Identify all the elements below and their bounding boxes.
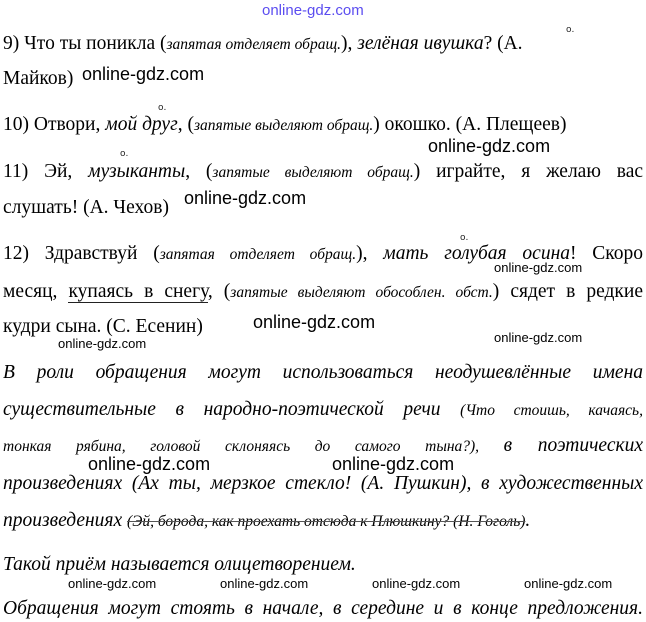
sentence-12-line-3: кудри сына. (С. Есенин): [3, 316, 203, 337]
rule-line-4: произведениях (Ах ты, мерзкое стекло! (А. Пушкин), в художественных: [3, 473, 643, 494]
vocative-address: музыканты: [88, 161, 186, 182]
sentence-text: ) играйте, я желаю вас: [413, 161, 644, 182]
watermark: online-gdz.com: [524, 576, 613, 591]
annotation-note: запятая отделяет обращ.: [159, 246, 357, 263]
sentence-number: 11): [3, 161, 45, 182]
watermark: online-gdz.com: [494, 260, 583, 275]
rule-example: (Эй, борода, как проехать отсюда к Плюшкину? (Н. Гоголь): [127, 513, 526, 530]
sentence-text: Здравствуй (: [44, 243, 160, 264]
vocative-mark: о.: [460, 233, 469, 243]
rule-line-5: [3, 509, 530, 534]
adverbial-participle-phrase: купаясь в снегу: [68, 281, 208, 302]
watermark: online-gdz.com: [220, 576, 309, 591]
annotation-note: запятая отделяет обращ.: [166, 36, 342, 53]
sentence-9-line-2: Майков): [3, 68, 74, 89]
rule-example: (Что стоишь, качаясь,: [460, 402, 643, 419]
watermark: online-gdz.com: [58, 336, 147, 351]
annotation-note: запятые выделяют обращ.: [212, 164, 414, 181]
sentence-10: [3, 113, 566, 138]
sentence-number: 12): [3, 243, 45, 264]
rule-text: .: [525, 510, 531, 531]
sentence-text: ),: [356, 243, 384, 264]
rule-line-2: [3, 398, 643, 423]
watermark: online-gdz.com: [494, 330, 583, 345]
rule-text: в поэтических: [503, 435, 644, 456]
rule-example: тонкая рябина, головой склоняясь до самого тына?),: [3, 438, 504, 455]
watermark: online-gdz.com: [428, 136, 551, 156]
sentence-text: Эй,: [44, 161, 89, 182]
sentence-text: ! Скоро: [570, 243, 644, 264]
watermark: online-gdz.com: [88, 454, 211, 474]
sentence-number: 10): [3, 114, 34, 135]
vocative-mark: о.: [120, 149, 129, 159]
watermark: online-gdz.com: [372, 576, 461, 591]
watermark: online-gdz.com: [253, 312, 376, 332]
watermark: online-gdz.com: [68, 576, 157, 591]
vocative-mark: о.: [158, 103, 167, 113]
sentence-text: Отвори,: [33, 114, 106, 135]
sentence-11-line-2: слушать! (А. Чехов): [3, 197, 169, 218]
sentence-text: ) сядет в редкие: [492, 281, 643, 302]
sentence-text: Что ты поникла (: [24, 33, 167, 54]
watermark-top: online-gdz.com: [262, 2, 364, 19]
sentence-11-line-1: [3, 160, 643, 185]
sentence-9-line-1: [3, 32, 523, 57]
watermark: online-gdz.com: [82, 64, 205, 84]
sentence-text: ),: [341, 33, 358, 54]
personification-note: Такой приём называется олицетворением.: [3, 554, 356, 575]
vocative-address: мой друг: [105, 114, 178, 135]
sentence-text: , (: [207, 281, 231, 302]
positions-note: Обращения могут стоять в начале, в середине и в конце предложения.: [3, 598, 643, 619]
rule-text: произведениях: [3, 510, 128, 531]
watermark: online-gdz.com: [332, 454, 455, 474]
annotation-note: запятые выделяют обособлен. обст.: [230, 284, 493, 301]
vocative-address: мать голубая осина: [383, 243, 570, 264]
rule-text: существительные в народно-поэтической речи: [3, 399, 461, 420]
vocative-mark: о.: [566, 25, 575, 35]
vocative-address: зелёная ивушка: [357, 33, 484, 54]
rule-line-1: В роли обращения могут использоваться неодушевлённые имена: [3, 362, 643, 383]
annotation-note: запятые выделяют обращ.: [193, 117, 374, 134]
sentence-text: ) окошко. (А. Плещеев): [373, 114, 567, 135]
sentence-text: месяц,: [3, 281, 69, 302]
watermark: online-gdz.com: [184, 188, 307, 208]
sentence-text: , (: [185, 161, 213, 182]
sentence-text: , (: [177, 114, 194, 135]
sentence-number: 9): [3, 33, 25, 54]
sentence-text: ? (А.: [483, 33, 523, 54]
sentence-12-line-2: [3, 280, 643, 305]
